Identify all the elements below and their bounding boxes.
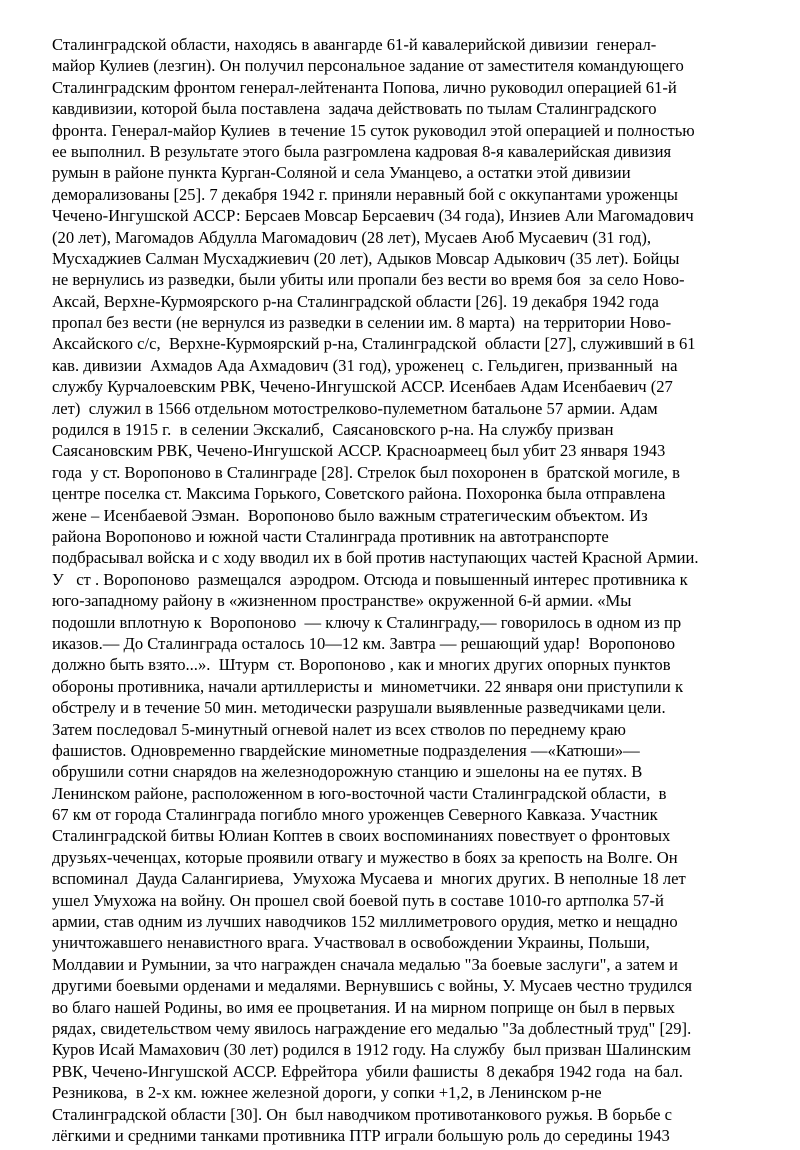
text-line: обстрелу и в течение 50 мин. методически разрушали выявленные разведчиками цели. xyxy=(52,698,666,718)
text-line: района Воропоново и южной части Сталинграда противник на автотранспорте xyxy=(52,526,609,546)
text-line: фашистов. Одновременно гвардейские минометные подразделения —«Катюши»— xyxy=(52,740,640,760)
text-line: Аксайского с/с, Верхне-Курмоярский р-на, Сталинградской области [27], служивший в 61 xyxy=(52,334,696,354)
text-line: кавдивизии, которой была поставлена задача действовать по тылам Сталинградского xyxy=(52,99,657,119)
text-line: 67 км от города Сталинграда погибло много уроженцев Северного Кавказа. Участник xyxy=(52,805,658,825)
text-line: Аксай, Верхне-Курмоярского р-на Сталинградской области [26]. 19 декабря 1942 года xyxy=(52,291,659,311)
text-line: лёгкими и средними танками противника ПТР играли большую роль до середины 1943 xyxy=(52,1125,670,1145)
document-page xyxy=(52,34,742,1145)
text-line: не вернулись из разведки, были убиты или пропали без вести во время боя за село Ново- xyxy=(52,270,685,290)
text-line: фронта. Генерал-майор Кулиев в течение 15 суток руководил этой операцией и полностью xyxy=(52,120,695,140)
text-line: иказов.— До Сталинграда осталось 10—12 км. Завтра — решающий удар! Воропоново xyxy=(52,633,675,653)
text-line: Ленинском районе, расположенном в юго-восточной части Сталинградской области, в xyxy=(52,783,667,803)
text-line: уничтожавшего ненавистного врага. Участвовал в освобождении Украины, Польши, xyxy=(52,933,650,953)
text-line: службу Курчалоевским РВК, Чечено-Ингушской АССР. Исенбаев Адам Исенбаевич (27 xyxy=(52,377,673,397)
text-line: жене – Исенбаевой Эзман. Воропоново было важным стратегическим объектом. Из xyxy=(52,505,648,525)
text-line: Резникова, в 2-х км. южнее железной дороги, у сопки +1,2, в Ленинском р-не xyxy=(52,1083,602,1103)
text-line: Саясановским РВК, Чечено-Ингушской АССР. Красноармеец был убит 23 января 1943 xyxy=(52,441,666,461)
text-line: должно быть взято...». Штурм ст. Воропоново , как и многих других опорных пунктов xyxy=(52,655,671,675)
text-line: пропал без вести (не вернулся из разведки в селении им. 8 марта) на территории Ново- xyxy=(52,313,672,333)
text-line: родился в 1915 г. в селении Экскалиб, Саясановского р-на. На службу призван xyxy=(52,420,614,440)
text-line: (20 лет), Магомадов Абдулла Магомадович (28 лет), Мусаев Аюб Мусаевич (31 год), xyxy=(52,227,652,247)
text-line: ушел Умухожа на войну. Он прошел свой боевой путь в составе 1010-го артполка 57-й xyxy=(52,890,664,910)
text-line: года у ст. Воропоново в Сталинграде [28]. Стрелок был похоронен в братской могиле, в xyxy=(52,462,680,482)
text-line: друзьях-чеченцах, которые проявили отвагу и мужество в боях за крепость на Волге. Он xyxy=(52,847,678,867)
text-line: Куров Исай Мамахович (30 лет) родился в 1912 году. На службу был призван Шалинским xyxy=(52,1040,691,1060)
text-line: РВК, Чечено-Ингушской АССР. Ефрейтора убили фашисты 8 декабря 1942 года на бал. xyxy=(52,1061,683,1081)
text-line: подошли вплотную к Воропоново — ключу к Сталинграду,— говорилось в одном из пр xyxy=(52,612,682,632)
text-line: обороны противника, начали артиллеристы и минометчики. 22 января они приступили к xyxy=(52,676,684,696)
text-line: Сталинградской области [30]. Он был наводчиком противотанкового ружья. В борьбе с xyxy=(52,1104,673,1124)
text-line: румын в районе пункта Курган-Соляной и села Уманцево, а остатки этой дивизии xyxy=(52,163,631,183)
text-line: Чечено-Ингушской АССР: Берсаев Мовсар Берсаевич (34 года), Инзиев Али Магомадович xyxy=(52,206,694,226)
text-line: Мусхаджиев Салман Мусхаджиевич (20 лет), Адыков Мовсар Адыкович (35 лет). Бойцы xyxy=(52,248,680,268)
text-line: юго-западному району в «жизненном пространстве» окруженной 6-й армии. «Мы xyxy=(52,591,632,611)
text-line: армии, став одним из лучших наводчиков 152 миллиметрового орудия, метко и нещадно xyxy=(52,912,678,932)
text-line: Сталинградским фронтом генерал-лейтенанта Попова, лично руководил операцией 61-й xyxy=(52,77,677,97)
text-line: Сталинградской области, находясь в авангарде 61-й кавалерийской дивизии генерал- xyxy=(52,35,657,54)
text-line: ее выполнил. В результате этого была разгромлена кадровая 8-я кавалерийская дивизия xyxy=(52,141,672,161)
text-line: вспоминал Дауда Салангириева, Умухожа Мусаева и многих других. В неполные 18 лет xyxy=(52,869,686,889)
text-line: У ст . Воропоново размещался аэродром. Отсюда и повышенный интерес противника к xyxy=(52,569,688,589)
text-line: майор Кулиев (лезгин). Он получил персональное задание от заместителя командующего xyxy=(52,56,684,76)
text-line: Молдавии и Румынии, за что награжден сначала медалью "За боевые заслуги", а затем и xyxy=(52,954,678,974)
text-line: во благо нашей Родины, во имя ее процветания. И на мирном поприще он был в первых xyxy=(52,997,675,1017)
text-line: другими боевыми орденами и медалями. Вернувшись с войны, У. Мусаев честно трудился xyxy=(52,976,692,996)
text-line: лет) служил в 1566 отдельном мотострелково-пулеметном батальоне 57 армии. Адам xyxy=(52,398,658,418)
text-line: Сталинградской битвы Юлиан Коптев в своих воспоминаниях повествует о фронтовых xyxy=(52,826,671,846)
text-line: кав. дивизии Ахмадов Ада Ахмадович (31 год), уроженец с. Гельдиген, призванный на xyxy=(52,355,678,375)
text-line: центре поселка ст. Максима Горького, Советского района. Похоронка была отправлена xyxy=(52,484,666,504)
text-line: деморализованы [25]. 7 декабря 1942 г. приняли неравный бой с оккупантами уроженцы xyxy=(52,184,678,204)
text-line: подбрасывал войска и с ходу вводил их в бой против наступающих частей Красной Армии. xyxy=(52,548,699,568)
text-line: обрушили сотни снарядов на железнодорожную станцию и эшелоны на ее путях. В xyxy=(52,762,643,782)
text-line: Затем последовал 5-минутный огневой налет из всех стволов по переднему краю xyxy=(52,719,626,739)
text-line: рядах, свидетельством чему явилось награждение его медалью "За доблестный труд" [29]. xyxy=(52,1018,692,1038)
